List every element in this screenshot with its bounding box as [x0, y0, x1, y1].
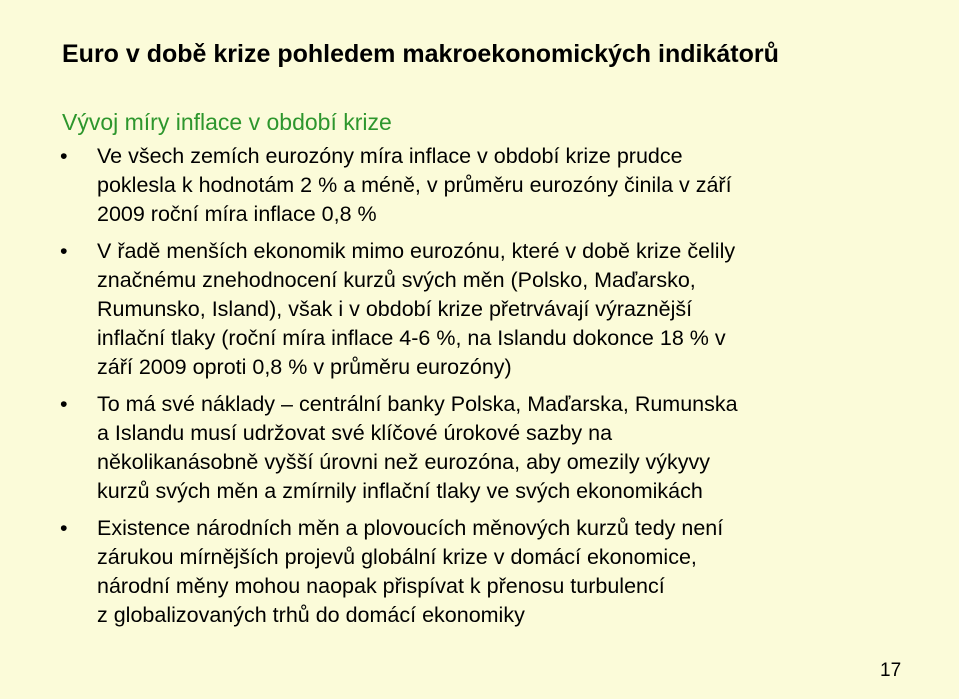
- bullet-line: inflační tlaky (roční míra inflace 4-6 %, na Islandu dokonce 18 % v: [97, 326, 726, 350]
- bullet-line: a Islandu musí udržovat své klíčové úrokové sazby na: [97, 421, 613, 445]
- bullet-item: [62, 514, 942, 630]
- bullet-marker-icon: •: [60, 392, 68, 416]
- bullet-line: V řadě menších ekonomik mimo eurozónu, které v době krize čelily: [97, 239, 736, 263]
- bullet-line: poklesla k hodnotám 2 % a méně, v průměru eurozóny činila v září: [97, 173, 732, 197]
- bullet-list: [62, 142, 942, 638]
- bullet-line: zárukou mírnějších projevů globální krize v domácí ekonomice,: [97, 545, 697, 569]
- bullet-line: národní měny mohou naopak přispívat k přenosu turbulencí: [97, 574, 665, 598]
- bullet-line: Rumunsko, Island), však i v období krize přetrvávají výraznější: [97, 297, 693, 321]
- bullet-marker-icon: •: [60, 239, 68, 263]
- bullet-item: [62, 237, 942, 382]
- bullet-marker-icon: •: [60, 516, 68, 540]
- bullet-line: z globalizovaných trhů do domácí ekonomiky: [97, 603, 525, 627]
- bullet-line: Ve všech zemích eurozóny míra inflace v období krize prudce: [97, 144, 683, 168]
- slide-subtitle: Vývoj míry inflace v období krize: [62, 109, 392, 135]
- page-number: 17: [880, 660, 902, 681]
- bullet-line: Existence národních měn a plovoucích měnových kurzů tedy není: [97, 516, 724, 540]
- slide-title: Euro v době krize pohledem makroekonomických indikátorů: [62, 40, 779, 68]
- bullet-line: kurzů svých měn a zmírnily inflační tlaky ve svých ekonomikách: [97, 479, 703, 503]
- bullet-line: září 2009 oproti 0,8 % v průměru eurozóny): [97, 355, 512, 379]
- bullet-line: značnému znehodnocení kurzů svých měn (Polsko, Maďarsko,: [97, 268, 696, 292]
- bullet-line: 2009 roční míra inflace 0,8 %: [97, 202, 377, 226]
- bullet-line: několikanásobně vyšší úrovni než eurozóna, aby omezily výkyvy: [97, 450, 711, 474]
- bullet-marker-icon: •: [60, 144, 68, 168]
- bullet-item: [62, 390, 942, 506]
- bullet-item: [62, 142, 942, 229]
- bullet-line: To má své náklady – centrální banky Polska, Maďarska, Rumunska: [97, 392, 738, 416]
